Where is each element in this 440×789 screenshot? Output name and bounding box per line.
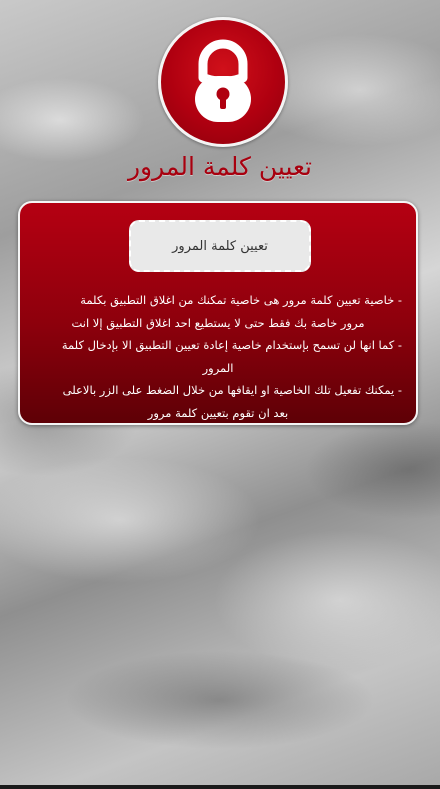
padlock-icon bbox=[161, 20, 285, 144]
description-text bbox=[34, 289, 402, 424]
description-line: المرور bbox=[202, 360, 234, 375]
info-card bbox=[18, 201, 418, 425]
description-line: - خاصية تعيين كلمة مرور هى خاصية تمكنك من اغلاق التطبيق بكلمة bbox=[80, 293, 402, 307]
description-line: بعد ان تقوم بتعيين كلمة مرور bbox=[147, 405, 289, 420]
description-line: - كما انها لن تسمح بإستخدام خاصية إعادة تعيين التطبيق الا بإدخال كلمة bbox=[61, 338, 402, 352]
description-line: - يمكنك تفعيل تلك الخاصية او ايقافها من خلال الضغط على الزر بالاعلى bbox=[62, 383, 402, 397]
page-title: تعيين كلمة المرور bbox=[127, 152, 313, 181]
bottom-bar bbox=[0, 785, 440, 789]
set-password-button[interactable]: تعيين كلمة المرور bbox=[129, 220, 311, 272]
lock-badge bbox=[158, 17, 288, 147]
description-line: مرور خاصة بك فقط حتى لا يستطيع احد اغلاق التطبيق إلا انت bbox=[71, 315, 365, 330]
